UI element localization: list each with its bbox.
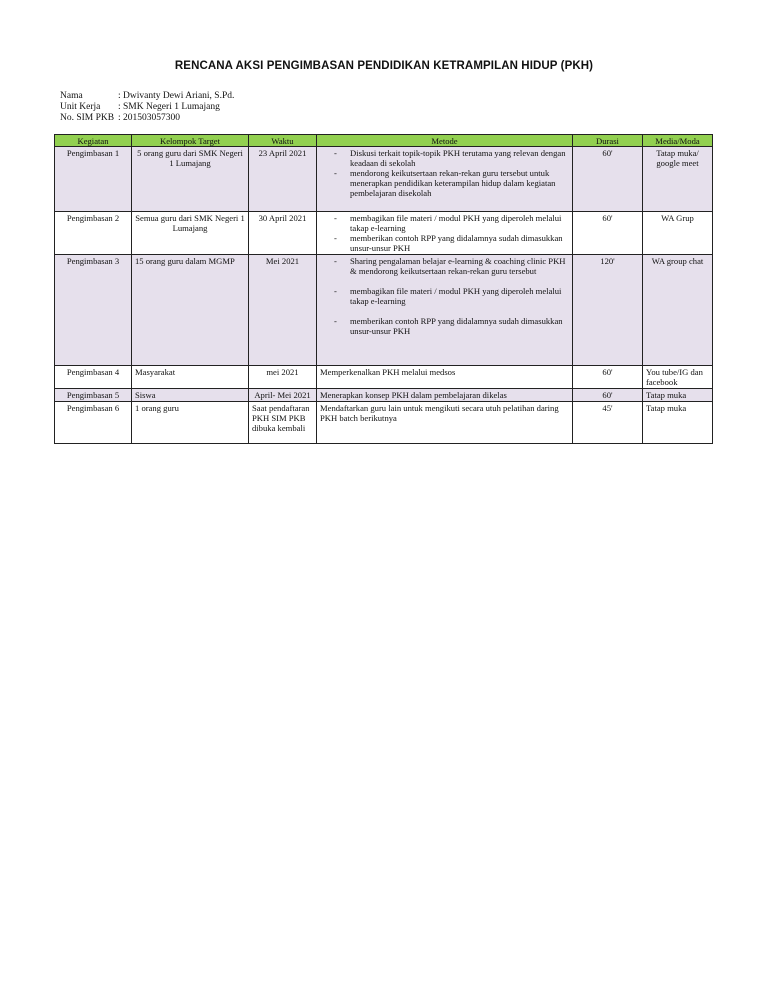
table-row — [55, 366, 713, 389]
action-plan-table — [54, 134, 713, 444]
cell-durasi: 45' — [573, 402, 643, 444]
list-item: - memberikan contoh RPP yang didalamnya sudah dimasukkan unsur-unsur PKH — [320, 233, 569, 253]
cell-target: Semua guru dari SMK Negeri 1 Lumajang — [132, 212, 249, 255]
cell-durasi: 60' — [573, 389, 643, 402]
info-row-unit-kerja — [60, 102, 234, 113]
method-text: Sharing pengalaman belajar e-learning & coaching clinic PKH & mendorong keikutsertaan rekan-rekan guru tersebut — [350, 256, 566, 276]
list-item: - memberikan contoh RPP yang didalamnya sudah dimasukkan unsur-unsur PKH — [320, 316, 569, 336]
cell-metode — [317, 212, 573, 255]
table-row — [55, 389, 713, 402]
list-item: - Diskusi terkait topik-topik PKH terutama yang relevan dengan keadaan di sekolah — [320, 148, 569, 168]
cell-waktu: Saat pendaftaran PKH SIM PKB dibuka kembali — [249, 402, 317, 444]
identity-block — [60, 91, 234, 124]
info-label: Unit Kerja — [60, 102, 101, 112]
cell-target: 5 orang guru dari SMK Negeri 1 Lumajang — [132, 147, 249, 212]
list-item: - mendorong keikutsertaan rekan-rekan guru tersebut untuk menerapkan pendidikan keterampilan hidup dalam kegiatan pembelajaran disekolah — [320, 168, 569, 198]
list-item: - membagikan file materi / modul PKH yang diperoleh melalui takap e-learning — [320, 286, 569, 306]
info-value: : Dwivanty Dewi Ariani, S.Pd. — [118, 91, 235, 101]
table-row — [55, 212, 713, 255]
info-label: No. SIM PKB — [60, 113, 115, 123]
cell-metode: Menerapkan konsep PKH dalam pembelajaran dikelas — [317, 389, 573, 402]
method-list — [320, 256, 569, 336]
cell-durasi: 60' — [573, 366, 643, 389]
list-item: - membagikan file materi / modul PKH yang diperoleh melalui takap e-learning — [320, 213, 569, 233]
cell-media: WA group chat — [643, 255, 713, 366]
cell-waktu: 23 April 2021 — [249, 147, 317, 212]
info-row-sim-pkb — [60, 113, 234, 124]
cell-kegiatan: Pengimbasan 1 — [55, 147, 132, 212]
cell-waktu: Mei 2021 — [249, 255, 317, 366]
cell-kegiatan: Pengimbasan 5 — [55, 389, 132, 402]
table-row — [55, 402, 713, 444]
method-text: memberikan contoh RPP yang didalamnya sudah dimasukkan unsur-unsur PKH — [350, 316, 563, 336]
cell-media: Tatap muka/ google meet — [643, 147, 713, 212]
cell-target: 15 orang guru dalam MGMP — [132, 255, 249, 366]
cell-target: Siswa — [132, 389, 249, 402]
method-list — [320, 148, 569, 198]
cell-kegiatan: Pengimbasan 3 — [55, 255, 132, 366]
cell-waktu: 30 April 2021 — [249, 212, 317, 255]
cell-waktu: April- Mei 2021 — [249, 389, 317, 402]
document-title: RENCANA AKSI PENGIMBASAN PENDIDIKAN KETRAMPILAN HIDUP (PKH) — [174, 60, 594, 72]
cell-waktu: mei 2021 — [249, 366, 317, 389]
cell-metode: Memperkenalkan PKH melalui medsos — [317, 366, 573, 389]
method-text: mendorong keikutsertaan rekan-rekan guru tersebut untuk menerapkan pendidikan keterampilan hidup dalam kegiatan pembelajaran disekolah — [350, 168, 556, 198]
cell-metode — [317, 147, 573, 212]
method-text: memberikan contoh RPP yang didalamnya sudah dimasukkan unsur-unsur PKH — [350, 233, 563, 253]
cell-media: Tatap muka — [643, 389, 713, 402]
method-text: membagikan file materi / modul PKH yang diperoleh melalui takap e-learning — [350, 213, 562, 233]
header-durasi: Durasi — [573, 135, 643, 147]
method-text: membagikan file materi / modul PKH yang diperoleh melalui takap e-learning — [350, 286, 562, 306]
header-metode: Metode — [317, 135, 573, 147]
table-header-row — [55, 135, 713, 147]
cell-media: You tube/IG dan facebook — [643, 366, 713, 389]
cell-media: Tatap muka — [643, 402, 713, 444]
method-text: Diskusi terkait topik-topik PKH terutama yang relevan dengan keadaan di sekolah — [350, 148, 566, 168]
table-row — [55, 147, 713, 212]
method-list — [320, 213, 569, 253]
info-value: : SMK Negeri 1 Lumajang — [118, 102, 220, 112]
header-media-moda: Media/Moda — [643, 135, 713, 147]
cell-kegiatan: Pengimbasan 6 — [55, 402, 132, 444]
cell-metode — [317, 255, 573, 366]
header-waktu: Waktu — [249, 135, 317, 147]
list-item: - Sharing pengalaman belajar e-learning & coaching clinic PKH & mendorong keikutsertaan rekan-rekan guru tersebut — [320, 256, 569, 276]
cell-durasi: 120' — [573, 255, 643, 366]
cell-target: 1 orang guru — [132, 402, 249, 444]
header-kelompok-target: Kelompok Target — [132, 135, 249, 147]
cell-kegiatan: Pengimbasan 2 — [55, 212, 132, 255]
cell-durasi: 60' — [573, 147, 643, 212]
cell-media: WA Grup — [643, 212, 713, 255]
header-kegiatan: Kegiatan — [55, 135, 132, 147]
cell-kegiatan: Pengimbasan 4 — [55, 366, 132, 389]
cell-target: Masyarakat — [132, 366, 249, 389]
info-value: : 201503057300 — [118, 113, 181, 123]
cell-durasi: 60' — [573, 212, 643, 255]
info-label: Nama — [60, 91, 83, 101]
table-row — [55, 255, 713, 366]
info-row-nama — [60, 91, 234, 102]
cell-metode: Mendaftarkan guru lain untuk mengikuti secara utuh pelatihan daring PKH batch berikutnya — [317, 402, 573, 444]
